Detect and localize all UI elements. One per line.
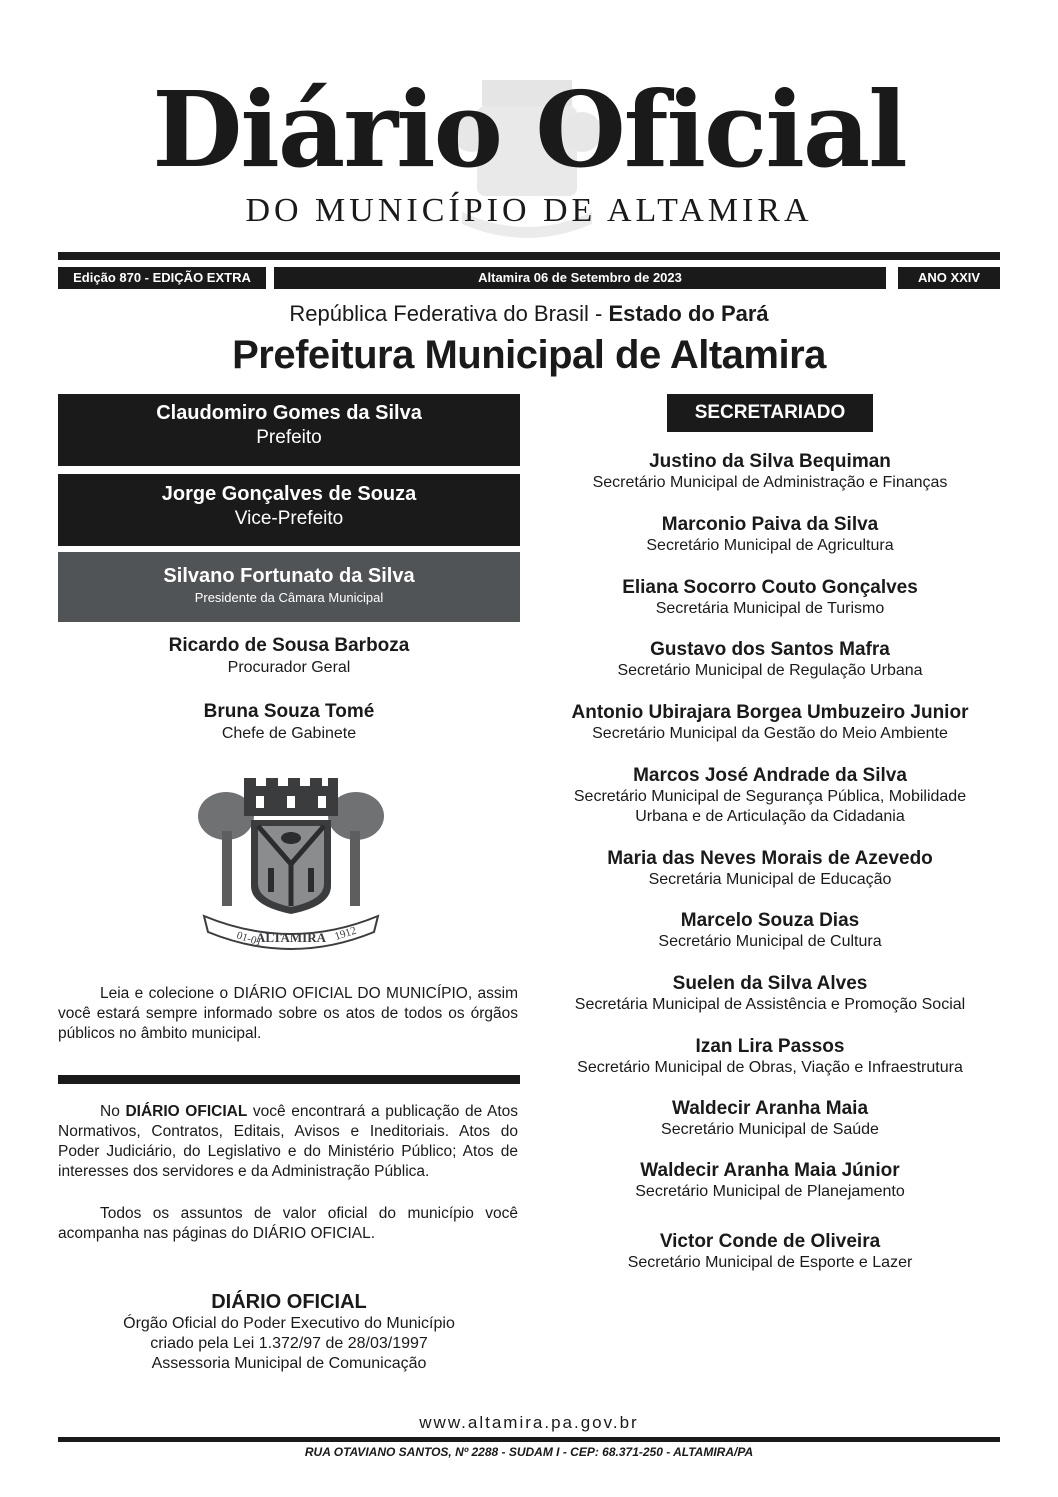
authority-role: Presidente da Câmara Municipal xyxy=(194,590,384,605)
official-name: Ricardo de Sousa Barboza xyxy=(168,635,410,656)
secretary-role: Secretário Municipal de Regulação Urbana xyxy=(617,662,923,679)
header-rule xyxy=(58,252,1000,260)
secretary-role: Secretário Municipal de Obras, Viação e Infraestrutura xyxy=(577,1059,963,1076)
seal-right-year: 1912 xyxy=(333,924,358,943)
chamber-president-box xyxy=(58,552,520,622)
seal-left-date: 01-01 xyxy=(235,929,264,949)
edition-label: Edição 870 - EDIÇÃO EXTRA xyxy=(58,267,266,289)
secretary-entry xyxy=(540,1159,1000,1202)
secretary-entry xyxy=(540,764,1000,827)
secretary-name: Marcelo Souza Dias xyxy=(680,910,860,931)
secretary-entry xyxy=(540,847,1000,890)
diario-footer-line: Órgão Oficial do Poder Executivo do Município xyxy=(123,1315,455,1332)
secretary-name: Waldecir Aranha Maia xyxy=(671,1098,869,1119)
secretary-role: Secretária Municipal de Assistência e Promoção Social xyxy=(574,996,966,1013)
authority-role: Vice-Prefeito xyxy=(234,508,344,529)
date-label: Altamira 06 de Setembro de 2023 xyxy=(274,267,886,289)
section-rule xyxy=(58,1075,520,1084)
secretariado-badge: SECRETARIADO xyxy=(667,394,873,432)
info-prefix: No xyxy=(100,1103,126,1120)
secretary-name: Marcos José Andrade da Silva xyxy=(633,765,907,786)
authority-role: Prefeito xyxy=(256,427,322,448)
info-body: você encontrará a publicação de Atos Normativos, Contratos, Editais, Avisos e Ineditoriais. Atos do Poder Judiciário, do Legislativo e do Ministério Público; Atos de interesses dos servidores e da Administração Pública. xyxy=(58,1103,518,1180)
secretary-name: Waldecir Aranha Maia Júnior xyxy=(640,1160,900,1181)
coat-of-arms-icon xyxy=(196,776,386,958)
secretary-name: Antonio Ubirajara Borgea Umbuzeiro Junior xyxy=(571,702,969,723)
official-entry xyxy=(58,634,520,678)
secretary-entry xyxy=(540,1035,1000,1078)
secretary-role: Secretária Municipal de Educação xyxy=(648,871,892,888)
state-name: Estado do Pará xyxy=(608,301,769,326)
secretary-name: Eliana Socorro Couto Gonçalves xyxy=(622,577,918,598)
seal-ribbon-text: ALTAMIRA xyxy=(255,930,327,945)
mayor-box xyxy=(58,394,520,466)
secretary-role: Secretário Municipal de Cultura xyxy=(658,933,882,950)
secretary-role: Secretário Municipal de Planejamento xyxy=(635,1183,905,1200)
masthead-subtitle: DO MUNICÍPIO DE ALTAMIRA xyxy=(245,192,813,229)
secretary-name: Victor Conde de Oliveira xyxy=(659,1231,881,1252)
secretary-role: Secretária Municipal de Turismo xyxy=(655,600,885,617)
secretary-role: Secretário Municipal de Administração e Finanças xyxy=(592,474,948,491)
secretary-role-line-2: Urbana e de Articulação da Cidadania xyxy=(635,808,905,825)
year-label: ANO XXIV xyxy=(898,267,1000,289)
authority-name: Claudomiro Gomes da Silva xyxy=(156,402,422,424)
secretary-entry xyxy=(540,513,1000,556)
secretary-entry xyxy=(540,638,1000,681)
diario-footer-title: DIÁRIO OFICIAL xyxy=(211,1291,367,1313)
authority-name: Jorge Gonçalves de Souza xyxy=(161,483,417,505)
secretary-name: Marconio Paiva da Silva xyxy=(661,514,879,535)
masthead-title: Diário Oficial xyxy=(152,68,906,191)
secretary-name: Justino da Silva Bequiman xyxy=(649,451,891,472)
website-link[interactable]: www.altamira.pa.gov.br xyxy=(419,1413,639,1432)
secretary-entry xyxy=(540,701,1000,744)
footer-rule xyxy=(58,1437,1000,1442)
secretary-name: Izan Lira Passos xyxy=(695,1036,845,1057)
diario-footer-block xyxy=(58,1290,520,1374)
secretary-name: Maria das Neves Morais de Azevedo xyxy=(607,848,933,869)
info-bold: DIÁRIO OFICIAL xyxy=(125,1103,248,1120)
official-name: Bruna Souza Tomé xyxy=(203,701,375,722)
secretary-name: Gustavo dos Santos Mafra xyxy=(650,639,890,660)
secretary-entry xyxy=(540,1097,1000,1140)
secretary-role: Secretário Municipal de Agricultura xyxy=(646,537,894,554)
secretary-role: Secretário Municipal de Saúde xyxy=(661,1121,879,1138)
official-role: Chefe de Gabinete xyxy=(221,725,357,742)
address-line: RUA OTAVIANO SANTOS, Nº 2288 - SUDAM I - CEP: 68.371-250 - ALTAMIRA/PA xyxy=(304,1445,754,1459)
secretary-name: Suelen da Silva Alves xyxy=(672,973,868,994)
official-entry xyxy=(58,700,520,744)
republic-line xyxy=(0,300,1058,328)
info-paragraph-2: Todos os assuntos de valor oficial do município você acompanha nas páginas do DIÁRIO OFICIAL. xyxy=(58,1205,518,1242)
prefeitura-title: Prefeitura Municipal de Altamira xyxy=(232,333,826,377)
secretary-role: Secretário Municipal de Esporte e Lazer xyxy=(627,1254,913,1271)
diario-footer-line: Assessoria Municipal de Comunicação xyxy=(151,1355,427,1372)
authority-name: Silvano Fortunato da Silva xyxy=(163,565,415,587)
secretary-entry xyxy=(540,1230,1000,1273)
info-paragraph xyxy=(58,1102,518,1182)
secretary-role: Secretário Municipal da Gestão do Meio Ambiente xyxy=(592,725,948,742)
secretary-entry xyxy=(540,972,1000,1015)
republic-prefix: República Federativa do Brasil - xyxy=(289,301,609,326)
official-role: Procurador Geral xyxy=(227,659,351,676)
vice-mayor-box xyxy=(58,474,520,546)
secretary-entry xyxy=(540,909,1000,952)
collect-paragraph: Leia e colecione o DIÁRIO OFICIAL DO MUNICÍPIO, assim você estará sempre informado sobre os atos de todos os órgãos públicos no âmbito municipal. xyxy=(58,985,518,1042)
secretary-role: Secretário Municipal de Segurança Pública, Mobilidade xyxy=(573,788,967,805)
secretary-entry xyxy=(540,576,1000,619)
diario-footer-line: criado pela Lei 1.372/97 de 28/03/1997 xyxy=(150,1335,428,1352)
secretary-entry xyxy=(540,450,1000,493)
